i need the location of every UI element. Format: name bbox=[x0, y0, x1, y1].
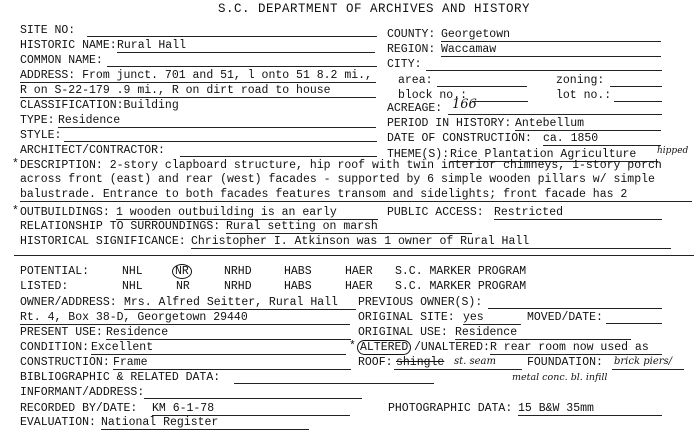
county-label: COUNTY: bbox=[387, 28, 436, 41]
date-value: ca. 1850 bbox=[543, 132, 661, 146]
photographic-label: PHOTOGRAPHIC DATA: bbox=[388, 402, 513, 415]
significance-label: HISTORICAL SIGNIFICANCE: bbox=[20, 235, 186, 248]
style-line bbox=[64, 141, 377, 142]
significance-value: Christopher I. Atkinson was 1 owner of Rural Hall bbox=[191, 235, 671, 249]
lot-line bbox=[614, 101, 662, 102]
architect-label: ARCHITECT/CONTRACTOR: bbox=[20, 144, 165, 157]
city-label: CITY: bbox=[387, 58, 422, 71]
form-title: S.C. DEPARTMENT OF ARCHIVES AND HISTORY bbox=[218, 2, 531, 16]
description-line-3: balustrade. Entrance to both facades features transom and sidelights; front facade has 2 bbox=[20, 188, 628, 201]
historic-name-value: Rural Hall bbox=[117, 39, 375, 53]
informant-label: INFORMANT/ADDRESS: bbox=[20, 386, 145, 399]
roof-struck-value: shingle bbox=[396, 356, 445, 369]
theme-value: Rice Plantation Agriculture bbox=[450, 148, 658, 162]
acreage-line bbox=[448, 114, 662, 115]
outbuildings-label: OUTBUILDINGS: bbox=[20, 206, 110, 219]
original-use-value: Residence bbox=[455, 326, 631, 340]
area-label: area: bbox=[398, 74, 433, 87]
original-use-label: ORIGINAL USE: bbox=[358, 326, 448, 339]
recorded-value: KM 6-1-78 bbox=[152, 402, 350, 416]
architect-line bbox=[180, 156, 377, 157]
relationship-label: RELATIONSHIP TO SURROUNDINGS: bbox=[20, 220, 221, 233]
description-line-1: DESCRIPTION: 2-story clapboard structure, hip roof with twin interior chimneys, 1-story porch bbox=[20, 159, 662, 172]
photographic-value: 15 B&W 35mm bbox=[518, 402, 662, 416]
informant-line bbox=[144, 398, 362, 399]
moved-date-line bbox=[606, 323, 662, 324]
lot-label: lot no.: bbox=[556, 89, 612, 102]
evaluation-value: National Register bbox=[101, 416, 309, 430]
previous-owner-line bbox=[488, 308, 662, 309]
potential-label: POTENTIAL: bbox=[20, 265, 90, 278]
period-label: PERIOD IN HISTORY: bbox=[387, 117, 512, 130]
present-use-label: PRESENT USE: bbox=[20, 326, 103, 339]
owner-line-1: Mrs. Alfred Seitter, Rural Hall bbox=[124, 296, 356, 310]
relationship-value: Rural setting on marsh bbox=[226, 220, 472, 234]
unaltered-label: /UNALTERED: bbox=[414, 341, 490, 354]
potential-habs: HABS bbox=[284, 265, 312, 278]
roof-handwritten-note: st. seam bbox=[454, 356, 497, 367]
potential-nhl: NHL bbox=[122, 265, 143, 278]
construction-value: Frame bbox=[113, 356, 351, 370]
description-line-rule bbox=[20, 201, 692, 202]
zoning-line bbox=[610, 86, 662, 87]
construction-label: CONSTRUCTION: bbox=[20, 356, 110, 369]
common-name-line bbox=[107, 66, 377, 67]
block-line bbox=[472, 101, 528, 102]
listed-haer: HAER bbox=[345, 280, 373, 293]
listed-label: LISTED: bbox=[20, 280, 69, 293]
type-value: Residence bbox=[58, 114, 376, 128]
region-label: REGION: bbox=[387, 43, 436, 56]
type-label: TYPE: bbox=[20, 114, 55, 127]
foundation-handwritten-note-2: metal conc. bl. infill bbox=[512, 372, 608, 383]
style-label: STYLE: bbox=[20, 129, 62, 142]
altered-circled: ALTERED bbox=[357, 340, 411, 355]
roof-label: ROOF: bbox=[358, 356, 393, 369]
altered-note: R rear room now used as bbox=[490, 341, 662, 355]
public-access-value: Restricted bbox=[494, 206, 662, 220]
recorded-label: RECORDED BY/DATE: bbox=[20, 402, 138, 415]
listed-nrhd: NRHD bbox=[224, 280, 252, 293]
listed-habs: HABS bbox=[284, 280, 312, 293]
date-label: DATE OF CONSTRUCTION: bbox=[387, 132, 532, 145]
potential-marker: S.C. MARKER PROGRAM bbox=[395, 265, 527, 278]
moved-date-label: MOVED/DATE: bbox=[527, 311, 603, 324]
condition-value: Excellent bbox=[91, 341, 346, 355]
acreage-value: 166 bbox=[452, 97, 477, 112]
zoning-label: zoning: bbox=[556, 74, 605, 87]
altered-star: * bbox=[349, 340, 356, 353]
original-site-value: yes bbox=[463, 311, 521, 325]
description-line-2: across front (east) and rear (west) facades - supported by 6 simple wooden pillars w/ simple bbox=[20, 173, 655, 186]
public-access-label: PUBLIC ACCESS: bbox=[387, 206, 484, 219]
theme-handwritten-note: hipped bbox=[657, 146, 689, 156]
potential-nr-circled: NR bbox=[172, 264, 192, 279]
area-line bbox=[437, 86, 527, 87]
theme-label: THEME(S): bbox=[387, 148, 450, 161]
listed-marker: S.C. MARKER PROGRAM bbox=[395, 280, 527, 293]
listed-nr: NR bbox=[176, 280, 190, 293]
foundation-label: FOUNDATION: bbox=[527, 356, 603, 369]
section-separator bbox=[14, 255, 694, 256]
roof-line bbox=[394, 369, 522, 370]
block-label: block no.: bbox=[398, 89, 468, 102]
foundation-line bbox=[612, 369, 684, 370]
potential-nrhd: NRHD bbox=[224, 265, 252, 278]
bibliographic-line bbox=[234, 383, 434, 384]
site-no-line bbox=[87, 36, 377, 37]
common-name-label: COMMON NAME: bbox=[20, 54, 103, 67]
site-no-label: SITE NO: bbox=[20, 24, 76, 37]
period-value: Antebellum bbox=[515, 117, 661, 131]
acreage-label: ACREAGE: bbox=[387, 102, 443, 115]
historic-name-label: HISTORIC NAME: bbox=[20, 39, 117, 52]
present-use-value: Residence bbox=[106, 326, 351, 340]
owner-label: OWNER/ADDRESS: bbox=[20, 296, 117, 309]
outbuildings-value: 1 wooden outbuilding is an early bbox=[116, 206, 378, 220]
address-line-1: ADDRESS: From junct. 701 and 51, l onto 51 8.2 mi., bbox=[20, 69, 376, 83]
listed-nhl: NHL bbox=[122, 280, 143, 293]
classification: CLASSIFICATION:Building bbox=[20, 99, 179, 112]
description-star: * bbox=[12, 158, 19, 171]
outbuildings-star: * bbox=[12, 205, 19, 218]
bibliographic-label: BIBLIOGRAPHIC & RELATED DATA: bbox=[20, 371, 221, 384]
original-site-label: ORIGINAL SITE: bbox=[358, 311, 455, 324]
county-value: Georgetown bbox=[441, 28, 661, 42]
potential-haer: HAER bbox=[345, 265, 373, 278]
condition-label: CONDITION: bbox=[20, 341, 90, 354]
evaluation-label: EVALUATION: bbox=[20, 416, 96, 429]
previous-owner-label: PREVIOUS OWNER(S): bbox=[358, 296, 483, 309]
region-value: Waccamaw bbox=[441, 43, 661, 57]
city-line bbox=[426, 70, 662, 71]
owner-line-2: Rt. 4, Box 38-D, Georgetown 29440 bbox=[20, 311, 350, 325]
address-line-2: R on S-22-179 .9 mi., R on dirt road to house bbox=[20, 84, 376, 98]
foundation-handwritten-note: brick piers/ bbox=[614, 356, 673, 367]
